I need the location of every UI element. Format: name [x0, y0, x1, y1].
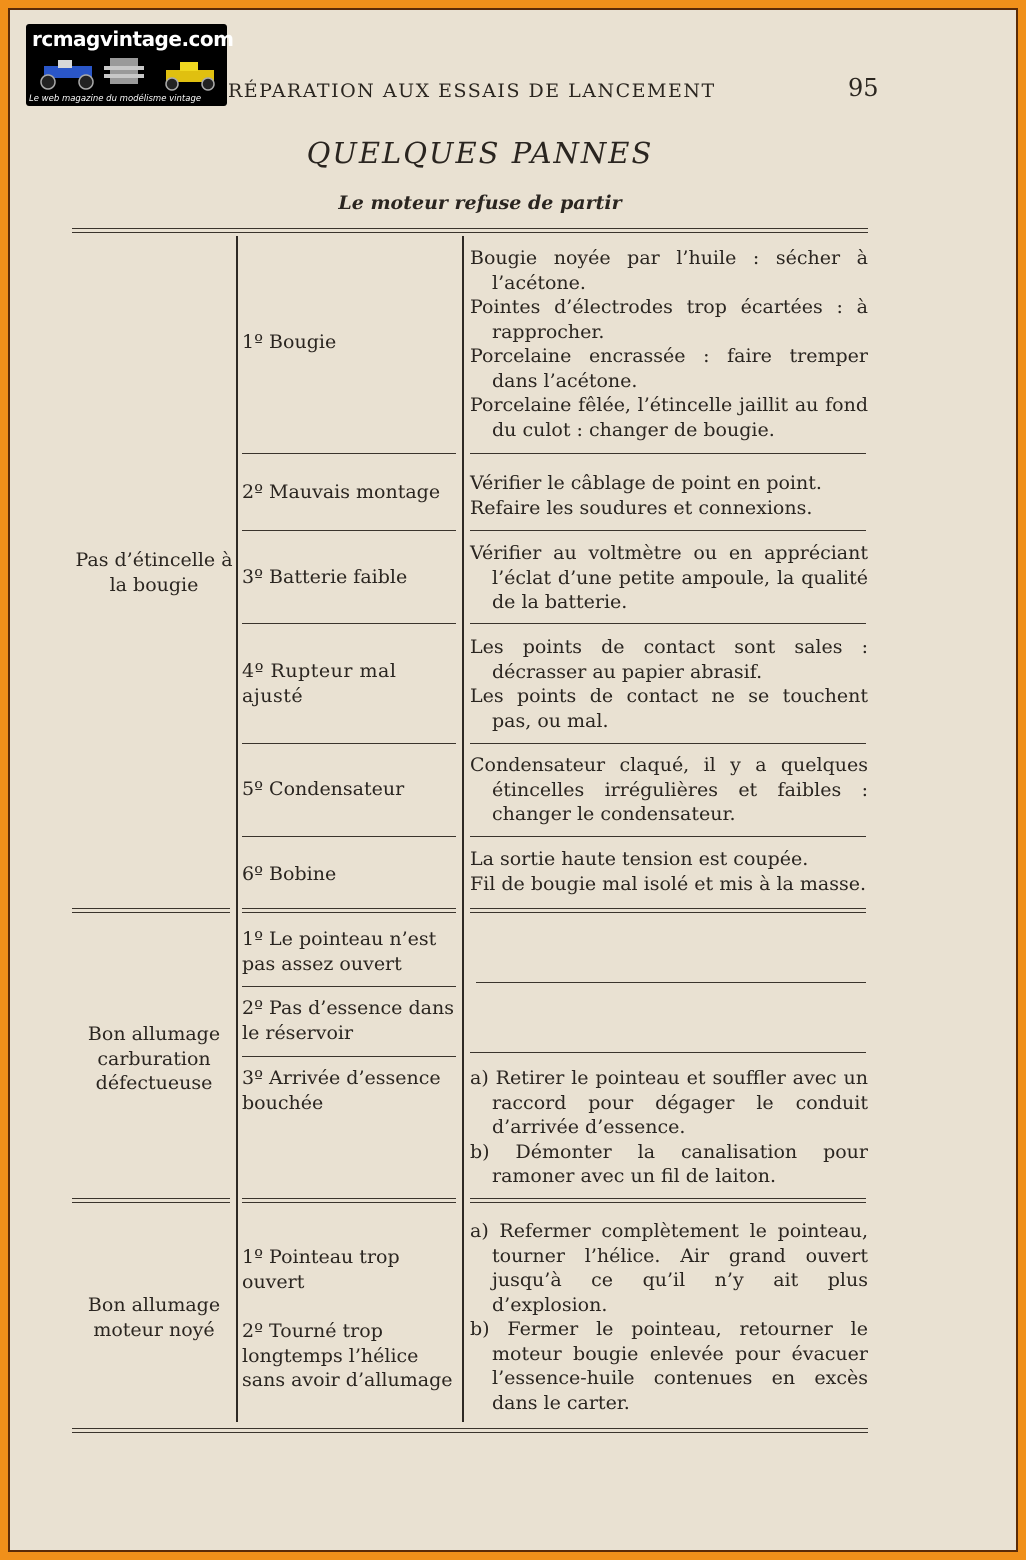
cause-label: 3º Arrivée d’essence bouchée [242, 1067, 441, 1114]
cause-label: 2º Pas d’essence dans le réservoir [242, 997, 454, 1044]
row-divider [242, 623, 456, 624]
cause-label: 2º Mauvais montage [242, 481, 441, 503]
column-divider-1 [236, 236, 238, 1422]
row-divider [470, 1052, 866, 1053]
remedy-text [470, 635, 868, 733]
remedy-line: a) Retirer le pointeau et souffler avec un raccord pour dégager le conduit d’arrivée d’essence. [470, 1067, 868, 1138]
site-tagline: Le web magazine du modélisme vintage [29, 94, 202, 104]
remedy-line: Pointes d’électrodes trop écartées : à rapprocher. [470, 296, 868, 343]
row-divider [470, 836, 866, 837]
remedy-line: Vérifier le câblage de point en point. [470, 472, 822, 494]
cause-label: 5º Condensateur [242, 778, 405, 800]
group-divider [72, 908, 230, 913]
row-divider [470, 453, 866, 454]
remedy-text [470, 1219, 868, 1415]
row-divider [242, 530, 456, 531]
remedy-line: Fil de bougie mal isolé et mis à la masse. [470, 872, 867, 895]
row-divider [242, 743, 456, 744]
fault-label: Bon allumage carburation défectueuse [87, 1023, 221, 1094]
page-number: 95 [848, 74, 879, 102]
site-logo[interactable] [26, 24, 234, 106]
remedy-line: Les points de contact ne se touchent pas, ou mal. [470, 685, 868, 732]
row-divider [476, 982, 866, 983]
cause-label: 3º Batterie faible [242, 566, 408, 588]
remedy-text [470, 1066, 868, 1189]
remedy-text [470, 471, 868, 520]
row-divider [470, 743, 866, 744]
row-divider [242, 986, 456, 987]
cause-label: 2º Tourné trop longtemps l’hélice sans avoir d’allumage [242, 1320, 453, 1391]
remedy-line: Refaire les soudures et connexions. [470, 496, 813, 519]
remedy-line: Bougie noyée par l’huile : sécher à l’acétone. [470, 247, 868, 294]
row-divider [242, 836, 456, 837]
remedy-line: Vérifier au voltmètre ou en appréciant l’éclat d’une petite ampoule, la qualité de la batterie. [470, 542, 868, 613]
group-divider [242, 1198, 456, 1203]
remedy-text [470, 541, 868, 615]
remedy-line: a) Refermer complètement le pointeau, tourner l’hélice. Air grand ouvert jusqu’à ce qu’il n’y ait plus d’explosion. [470, 1220, 868, 1316]
remedy-line: La sortie haute tension est coupée. [470, 848, 809, 870]
row-divider [470, 623, 866, 624]
group-divider [470, 908, 866, 913]
cause-label: 4º Rupteur mal ajusté [242, 660, 397, 707]
remedy-line: Porcelaine encrassée : faire tremper dans l’acétone. [470, 345, 868, 392]
remedy-line: Les points de contact sont sales : décrasser au papier abrasif. [470, 636, 868, 683]
remedy-text [470, 847, 868, 896]
remedy-line: Porcelaine fêlée, l’étincelle jaillit au fond du culot : changer de bougie. [470, 394, 868, 441]
fault-label: Bon allumage moteur noyé [87, 1294, 221, 1341]
cause-label: 1º Pointeau trop ouvert [242, 1246, 400, 1293]
remedy-line: Condensateur claqué, il y a quelques étincelles irrégulières et faibles : changer le condensateur. [470, 754, 868, 825]
cause-label: 6º Bobine [242, 863, 337, 885]
table-bottom-rule [72, 1428, 868, 1433]
remedy-text [470, 246, 868, 442]
row-divider [242, 453, 456, 454]
site-name: rcmagvintage.com [32, 27, 234, 51]
row-divider [242, 1056, 456, 1057]
book-page [10, 10, 1016, 1550]
page-subtitle: Le moteur refuse de partir [338, 192, 622, 214]
cause-label: 1º Bougie [242, 331, 337, 353]
group-divider [470, 1198, 866, 1203]
remedy-text [470, 753, 868, 827]
cause-label: 1º Le pointeau n’est pas assez ouvert [242, 928, 437, 975]
table-top-rule [72, 228, 868, 233]
remedy-line: b) Démonter la canalisation pour ramoner avec un fil de laiton. [470, 1140, 868, 1187]
vintage-models-icon [34, 52, 220, 94]
fault-label: Pas d’étincelle à la bougie [75, 549, 233, 596]
row-divider [470, 530, 866, 531]
running-title: RÉPARATION AUX ESSAIS DE LANCEMENT [228, 80, 716, 102]
remedy-line: b) Fermer le pointeau, retourner le moteur bougie enlevée pour évacuer l’essence-huile contenues en excès dans le carter. [470, 1318, 868, 1414]
group-divider [72, 1198, 230, 1203]
page-title: QUELQUES PANNES [306, 136, 654, 170]
group-divider [242, 908, 456, 913]
